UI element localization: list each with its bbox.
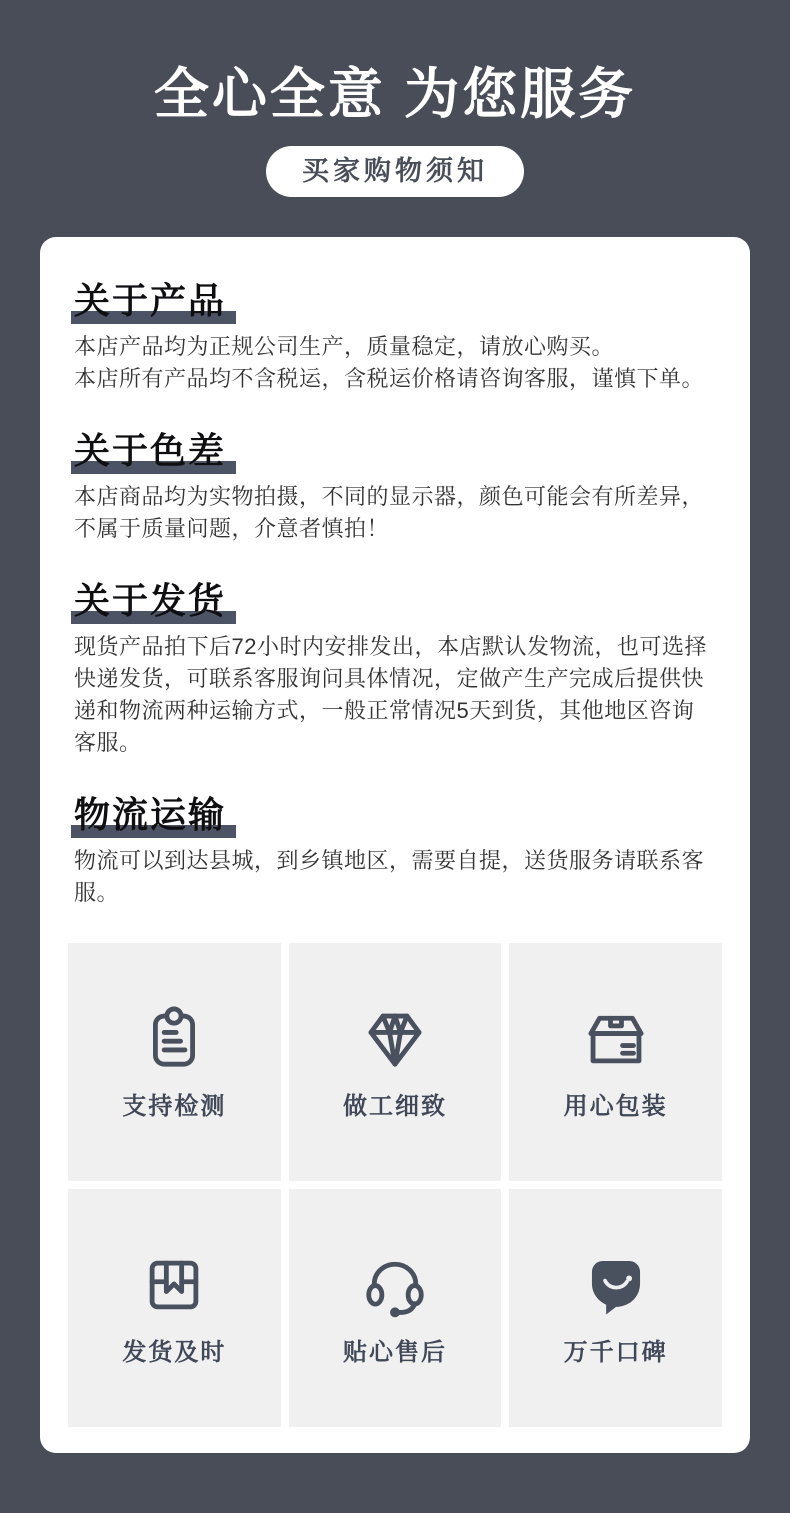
feature-tile-aftersale [289, 1189, 502, 1427]
section-color-difference [74, 395, 716, 545]
section-text-line: 物流可以到达县城，到乡镇地区，需要自提，送货服务请联系客服。 [74, 848, 705, 905]
section-body [74, 631, 716, 759]
clipboard-icon [139, 1004, 209, 1074]
section-heading: 物流运输 [74, 794, 227, 835]
parcel-ribbon-icon [139, 1250, 209, 1320]
feature-tile-packaging [509, 943, 722, 1181]
section-text-line: 现货产品拍下后72小时内安排发出，本店默认发物流，也可选择快递发货，可联系客服询问具体情况，定做产生产完成后提供快递和物流两种运输方式，一般正常情况5天到货，其他地区咨询客服。 [74, 634, 707, 755]
feature-tile-inspection [68, 943, 281, 1181]
feature-tile-delivery [68, 1189, 281, 1427]
headset-icon [360, 1250, 430, 1320]
feature-tile-workmanship [289, 943, 502, 1181]
diamond-icon [360, 1004, 430, 1074]
feature-label: 用心包装 [563, 1092, 668, 1120]
section-body [74, 331, 716, 395]
feature-label: 发货及时 [122, 1338, 227, 1366]
section-heading: 关于产品 [74, 280, 227, 321]
feature-grid [68, 943, 722, 1427]
section-text-line: 本店产品均为正规公司生产，质量稳定，请放心购买。 [74, 334, 615, 359]
section-heading: 关于色差 [74, 430, 227, 471]
section-body [74, 845, 716, 909]
section-text-line: 本店所有产品均不含税运，含税运价格请咨询客服，谨慎下单。 [74, 366, 705, 391]
feature-label: 万千口碑 [563, 1338, 668, 1366]
buyer-notice-badge: 买家购物须知 [266, 146, 524, 197]
header [0, 0, 790, 197]
smile-bubble-icon [581, 1250, 651, 1320]
section-heading: 关于发货 [74, 580, 227, 621]
feature-tile-reputation [509, 1189, 722, 1427]
section-shipping [74, 545, 716, 759]
notice-card [40, 237, 750, 1453]
feature-label: 做工细致 [342, 1092, 447, 1120]
page-title: 全心全意 为您服务 [153, 63, 637, 125]
section-body [74, 481, 716, 545]
section-about-product [74, 281, 716, 395]
section-logistics [74, 759, 716, 909]
section-text-line: 本店商品均为实物拍摄，不同的显示器，颜色可能会有所差异，不属于质量问题，介意者慎拍！ [74, 484, 705, 541]
feature-label: 贴心售后 [342, 1338, 447, 1366]
feature-label: 支持检测 [122, 1092, 227, 1120]
carton-box-icon [581, 1004, 651, 1074]
